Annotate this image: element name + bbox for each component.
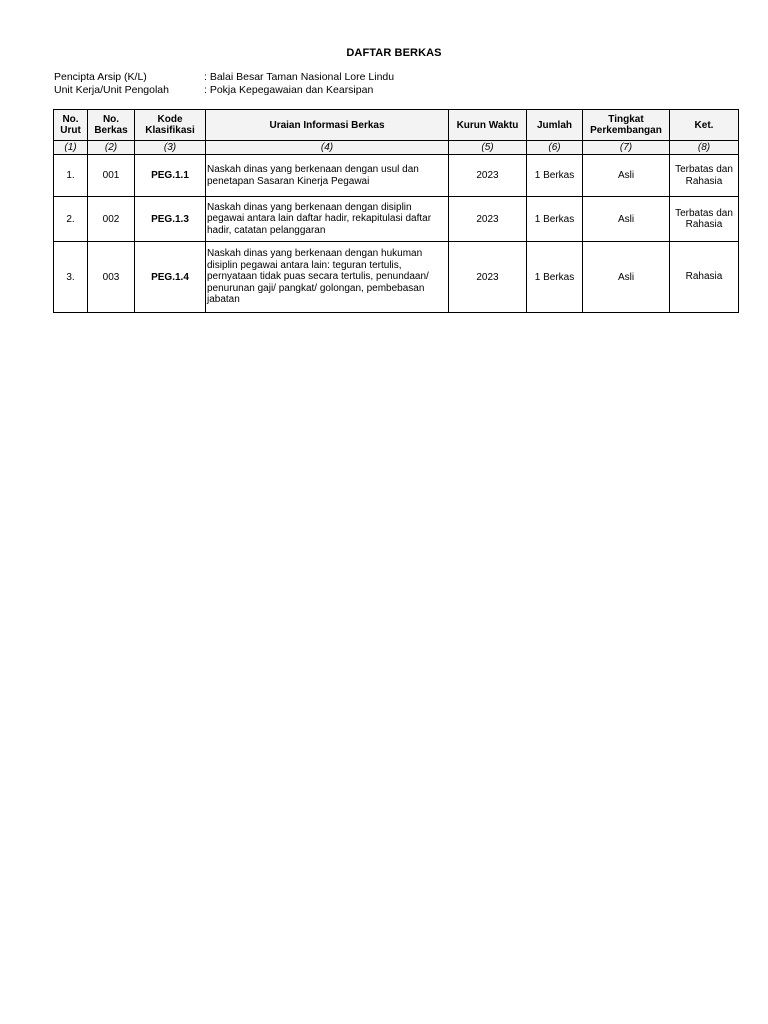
meta-label: Pencipta Arsip (K/L) — [54, 71, 147, 83]
header-uraian: Uraian Informasi Berkas — [206, 110, 449, 141]
cell-jumlah: 1 Berkas — [527, 242, 583, 313]
cell-no-urut: 3. — [54, 242, 88, 313]
header-no-berkas: No. Berkas — [88, 110, 135, 141]
daftar-berkas-table — [53, 109, 739, 313]
document-meta — [54, 71, 394, 97]
table-row — [54, 242, 739, 313]
document-title: DAFTAR BERKAS — [346, 47, 442, 59]
meta-label: Unit Kerja/Unit Pengolah — [54, 84, 169, 96]
column-number: (5) — [449, 141, 527, 155]
cell-no-berkas: 003 — [88, 242, 135, 313]
cell-no-berkas: 001 — [88, 155, 135, 197]
cell-no-urut: 2. — [54, 197, 88, 242]
cell-kode: PEG.1.1 — [135, 155, 206, 197]
cell-ket: Terbatas dan Rahasia — [670, 197, 739, 242]
cell-tingkat: Asli — [583, 155, 670, 197]
cell-ket: Rahasia — [670, 242, 739, 313]
cell-tingkat: Asli — [583, 242, 670, 313]
header-jumlah: Jumlah — [527, 110, 583, 141]
column-number-row — [54, 141, 739, 155]
cell-tingkat: Asli — [583, 197, 670, 242]
column-number: (3) — [135, 141, 206, 155]
table-row — [54, 197, 739, 242]
cell-jumlah: 1 Berkas — [527, 197, 583, 242]
column-number: (7) — [583, 141, 670, 155]
cell-jumlah: 1 Berkas — [527, 155, 583, 197]
meta-value: : Balai Besar Taman Nasional Lore Lindu — [204, 71, 395, 83]
cell-no-berkas: 002 — [88, 197, 135, 242]
column-number: (1) — [54, 141, 88, 155]
cell-kurun-waktu: 2023 — [449, 197, 527, 242]
cell-kurun-waktu: 2023 — [449, 155, 527, 197]
table-row — [54, 155, 739, 197]
cell-uraian: Naskah dinas yang berkenaan dengan hukuman disiplin pegawai antara lain: teguran tertulis, pernyataan tidak puas secara tertulis, penundaan/ penurunan gaji/ pangkat/ golongan, pembebasan jabatan — [206, 242, 449, 313]
cell-no-urut: 1. — [54, 155, 88, 197]
cell-kurun-waktu: 2023 — [449, 242, 527, 313]
cell-ket: Terbatas dan Rahasia — [670, 155, 739, 197]
header-kurun-waktu: Kurun Waktu — [449, 110, 527, 141]
cell-uraian: Naskah dinas yang berkenaan dengan disiplin pegawai antara lain daftar hadir, rekapitulasi daftar hadir, catatan pelanggaran — [206, 197, 449, 242]
cell-kode: PEG.1.3 — [135, 197, 206, 242]
header-tingkat-perkembangan: Tingkat Perkembangan — [583, 110, 670, 141]
meta-pencipta-arsip — [54, 71, 394, 84]
header-no-urut: No. Urut — [54, 110, 88, 141]
cell-uraian: Naskah dinas yang berkenaan dengan usul dan penetapan Sasaran Kinerja Pegawai — [206, 155, 449, 197]
header-kode-klasifikasi: Kode Klasifikasi — [135, 110, 206, 141]
column-number: (8) — [670, 141, 739, 155]
cell-kode: PEG.1.4 — [135, 242, 206, 313]
meta-value: : Pokja Kepegawaian dan Kearsipan — [204, 84, 374, 96]
meta-unit-kerja — [54, 84, 394, 97]
column-number: (4) — [206, 141, 449, 155]
header-ket: Ket. — [670, 110, 739, 141]
column-number: (6) — [527, 141, 583, 155]
table-header-row — [54, 110, 739, 141]
column-number: (2) — [88, 141, 135, 155]
